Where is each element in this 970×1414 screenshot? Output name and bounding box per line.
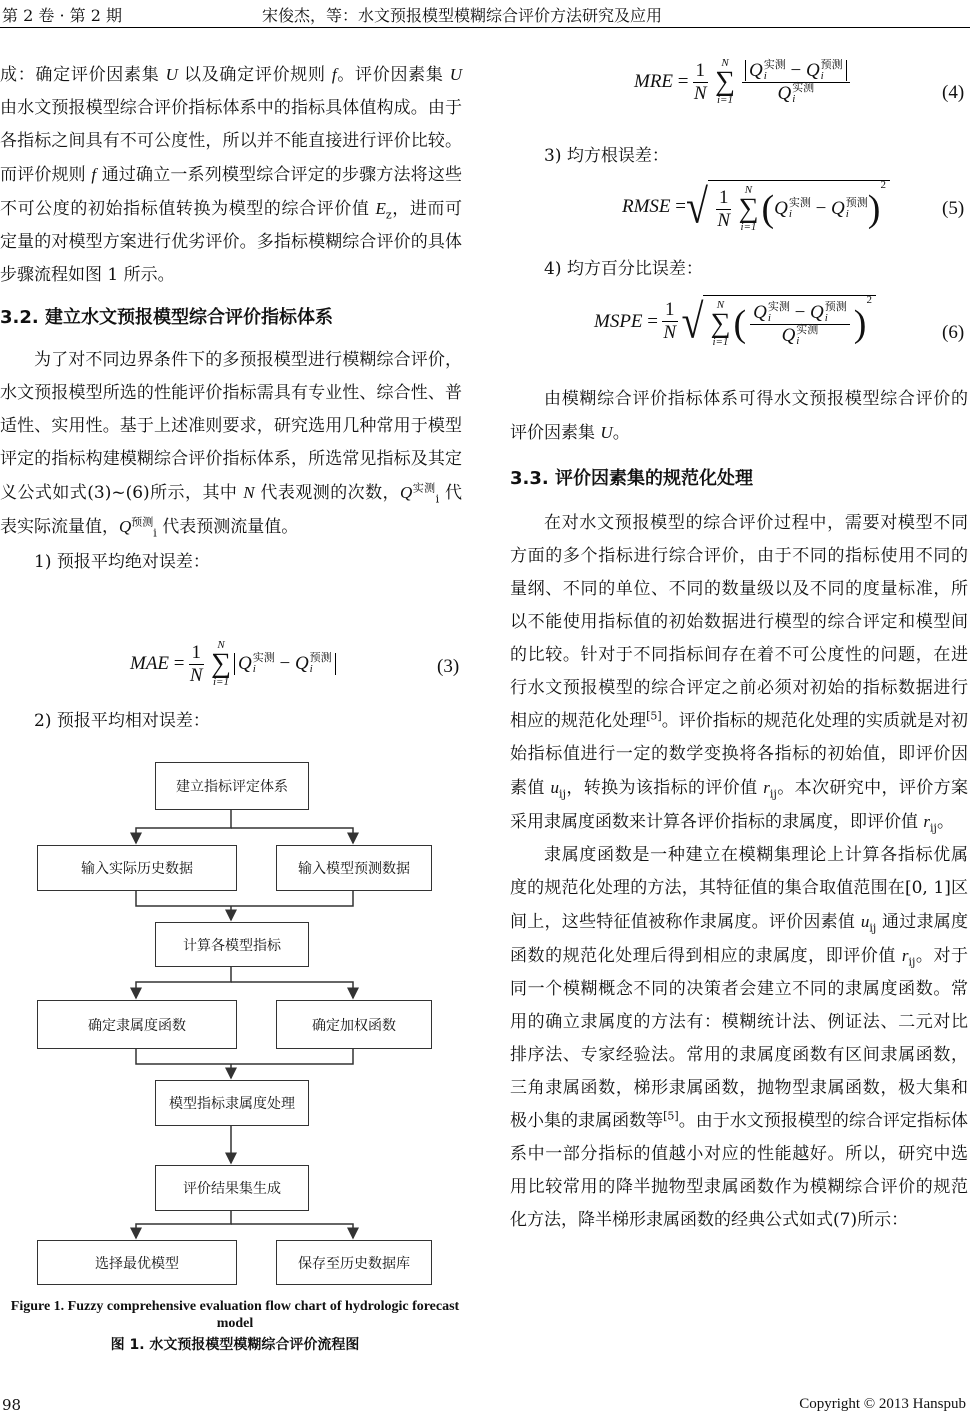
flow-box-input-predicted: 输入模型预测数据 xyxy=(276,845,432,891)
text-run: 。由于水文预报模型的综合评定指标体系中一部分指标的值越小对应的性能越好。所以，研究中选用比较常用的降半抛物型隶属函数作为模糊综合评价的规范化方法，降半梯形隶属函数的经典公式如式(7)所示： xyxy=(510,1111,968,1230)
math-symbol: U xyxy=(600,423,613,442)
equation-number-6: (6) xyxy=(942,322,965,343)
flow-box-membership-function: 确定隶属度函数 xyxy=(37,1000,237,1049)
math-symbol: 实测 xyxy=(412,481,436,495)
math-symbol: u xyxy=(860,912,870,931)
math-symbol: ij xyxy=(769,787,777,801)
flow-box-membership-processing: 模型指标隶属度处理 xyxy=(155,1080,309,1126)
math-symbol: r xyxy=(901,946,909,965)
math-symbol: 预测 xyxy=(131,515,154,529)
math-symbol: [5] xyxy=(663,1109,679,1123)
text-run: 在对水文预报模型的综合评价过程中，需要对模型不同方面的多个指标进行综合评价，由于不同的指标使用不同的量纲、不同的单位、不同的数量级以及不同的度量标准，所以不能使用指标值的初始数据进行模型的综合评定和模型间的比较。针对于不同指标间存在着不可公度性的问题，在进行水文预报模型的综合评定之前必须对初始的指标数据进行相应的规范化处理 xyxy=(510,513,968,731)
math-symbol: U xyxy=(449,65,462,84)
text-run: 隶属度函数是一种建立在模糊集理论上计算各指标优属度的规范化处理的方法，其特征值的集合取值范围在[0, 1]区间上，这些特征值被称作隶属度。评价因素值 xyxy=(510,845,968,932)
text-run: ，转换为该指标的评价值 xyxy=(565,778,764,798)
math-symbol: ij xyxy=(908,955,916,969)
math-symbol: u xyxy=(550,778,560,797)
list-item-mspe: 4) 均方百分比误差： xyxy=(544,259,703,279)
text-run: 。本次研究中，评价方案采用隶属度函数来计算各评价指标的隶属度，即评价值 xyxy=(510,778,969,832)
flow-box-weight-function: 确定加权函数 xyxy=(276,1000,432,1049)
text-run: 通过隶属度函数的规范化处理后得到相应的隶属度，即评价值 xyxy=(510,912,968,966)
paragraph xyxy=(510,507,968,839)
math-symbol: U xyxy=(165,65,178,84)
flow-box-compute-indices: 计算各模型指标 xyxy=(155,922,309,967)
running-title: 宋俊杰，等：水文预报模型模糊综合评价方法研究及应用 xyxy=(262,6,663,25)
text-run: 由水文预报模型综合评价指标体系中的指标具体值构成。由于各指标之间具有不可公度性，所以并不能直接进行评价比较。而评价规则 xyxy=(0,98,462,185)
math-symbol: N xyxy=(243,483,255,502)
text-run: 为了对不同边界条件下的多预报模型进行模糊综合评价，水文预报模型所选的性能评价指标需具有专业性、综合性、普适性、实用性。基于上述准则要求，研究选用几种常用于模型评定的指标构建模糊综合评价指标体系，所选常见指标及其定义公式如式(3)~(6)所示，其中 xyxy=(0,350,462,503)
math-symbol: i xyxy=(153,526,157,540)
flow-box-build-index-system: 建立指标评定体系 xyxy=(155,762,309,810)
math-symbol: z xyxy=(385,208,392,222)
formula-rmse: RMSE = √ $\frac{1}{N}$ N ∑ i=1 ( Q 实测 i − Q 预测 i ) 2 xyxy=(622,180,890,233)
text-run: 通过确立一系列模型综合评定的步骤方法将这些不可公度的初始指标值转换为模型的综合评价值 xyxy=(0,165,463,219)
text-run: 代表观测的次数， xyxy=(254,483,400,503)
equation-number-4: (4) xyxy=(942,82,965,103)
math-symbol: ij xyxy=(869,921,877,935)
formula-mae: MAE = $\frac{1}{N}$ N ∑ i=1 Q 实测 i − Q 预测 i xyxy=(130,640,336,688)
math-symbol: r xyxy=(923,812,931,831)
math-symbol: [5] xyxy=(646,709,662,723)
math-symbol: f xyxy=(91,165,97,184)
list-item-mae: 1) 预报平均绝对误差： xyxy=(34,552,210,572)
text-run: 。评价指标的规范化处理的实质就是对初始指标值进行一定的数学变换将各指标的初始值，即评价因素值 xyxy=(510,711,968,798)
text-run: 代表实际流量值， xyxy=(0,483,463,537)
equation-number-3: (3) xyxy=(437,656,460,677)
paragraph xyxy=(510,383,968,450)
math-symbol: E xyxy=(375,199,386,218)
math-symbol: ij xyxy=(559,787,566,801)
section-heading-3-2: 3.2. 建立水文预报模型综合评价指标体系 xyxy=(0,307,333,328)
right-column xyxy=(510,383,968,1237)
text-run: 成：确定评价因素集 xyxy=(0,65,166,85)
text-run: 以及确定评价规则 xyxy=(177,65,332,85)
page-number: 98 xyxy=(2,1396,22,1414)
math-symbol: ij xyxy=(930,821,937,835)
flow-box-result-set: 评价结果集生成 xyxy=(155,1165,309,1211)
paragraph xyxy=(510,839,968,1237)
text-run: ，进而可定量的对模型方案进行优劣评价。多指标模糊综合评价的具体步骤流程如图 1 所示。 xyxy=(0,199,463,285)
flow-box-input-actual: 输入实际历史数据 xyxy=(37,845,237,891)
formula-mre: MRE = $\frac{1}{N}$ N ∑ i=1 Q 实测 i − Q 预测 i Q 实测 i xyxy=(634,58,854,106)
math-symbol: i xyxy=(435,492,440,506)
formula-mspe: MSPE = $\frac{1}{N}$ √ N ∑ i=1 ( Q 实测 i − Q 预测 i Q 实测 i ) 2 xyxy=(594,295,876,348)
figure-caption-en: Figure 1. Fuzzy comprehensive evaluation flow chart of hydrologic forecast model xyxy=(10,1299,460,1331)
copyright: Copyright © 2013 Hanspub xyxy=(799,1396,966,1412)
math-symbol: r xyxy=(763,778,770,797)
list-item-rmse: 3) 均方根误差： xyxy=(544,146,669,166)
math-symbol: Q xyxy=(119,517,132,536)
flow-box-save-history: 保存至历史数据库 xyxy=(276,1240,432,1285)
text-run: 。 xyxy=(936,812,954,832)
section-heading-3-3: 3.3. 评价因素集的规范化处理 xyxy=(510,468,753,489)
text-run: 。 xyxy=(612,423,630,443)
figure-caption-cn: 图 1. 水文预报模型模糊综合评价流程图 xyxy=(110,1337,360,1353)
journal-issue: 第 2 卷 · 第 2 期 xyxy=(2,6,122,25)
equation-number-5: (5) xyxy=(942,198,965,219)
text-run: 由模糊综合评价指标体系可得水文预报模型综合评价的评价因素集 xyxy=(510,389,968,443)
math-symbol: f xyxy=(331,65,337,84)
text-run: 。对于同一个模糊概念不同的决策者会建立不同的隶属度函数。常用的确立隶属度的方法有：模糊统计法、例证法、二元对比排序法、专家经验法。常用的隶属度函数有区间隶属函数，三角隶属函数，梯形隶属函数，抛物型隶属函数，极大集和极小集的隶属函数等 xyxy=(510,946,969,1131)
right-item-3 xyxy=(510,140,968,173)
math-symbol: Q xyxy=(400,483,413,502)
right-item-4 xyxy=(510,253,968,286)
flow-box-select-best: 选择最优模型 xyxy=(37,1240,237,1285)
text-run: 。评价因素集 xyxy=(336,65,450,85)
list-item-mre: 2) 预报平均相对误差： xyxy=(34,711,210,731)
text-run: 代表预测流量值。 xyxy=(156,517,299,537)
